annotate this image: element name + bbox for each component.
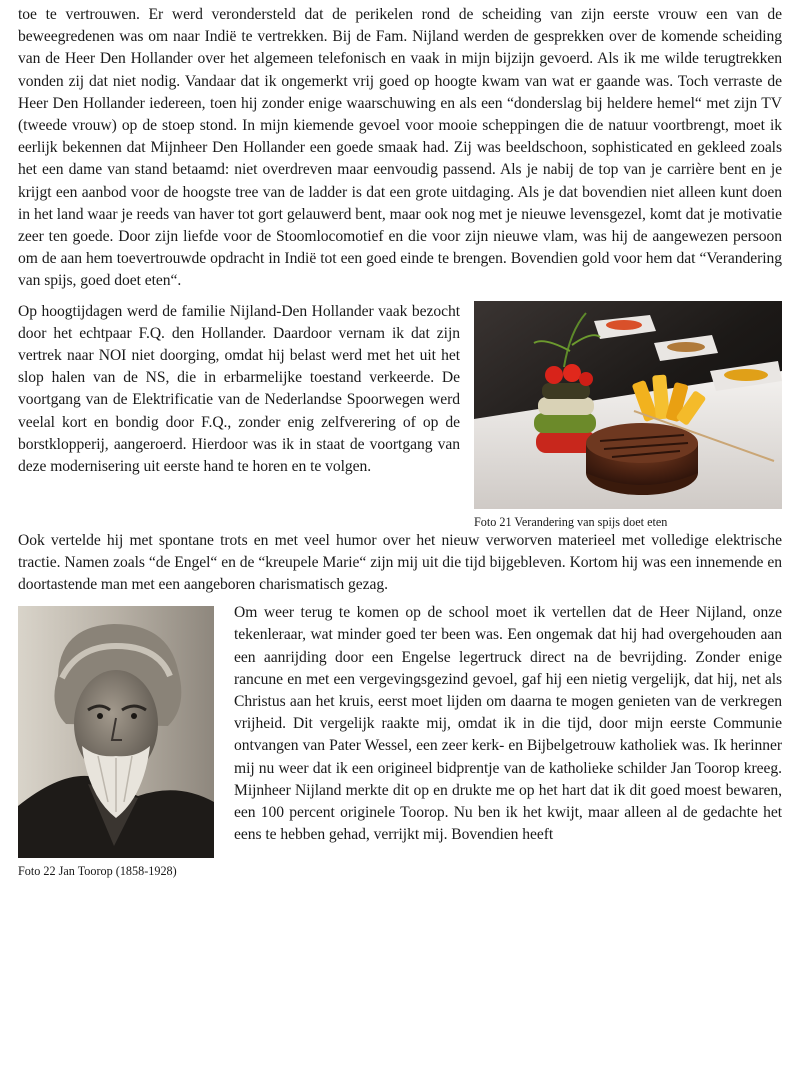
- paragraph-4: Om weer terug te komen op de school moet ik vertellen dat de Heer Nijland, onze tekenleraar, wat minder goed ter been was. Een ongemak dat hij had overgehouden aan een aanrijding door een Engelse legertruck direct na de bevrijding. Zonder enige rancune en met een vergevingsgezind gevoel, gaf hij een nietig vergelijk, dat hij, net als Christus aan het kruis, eerst moet lijden om daarna te mogen genieten van de verkregen vrijheid. Dit vergelijk raakte mij, omdat ik in die tijd, door mijn eerste Communie ontvangen van Pater Wessel, een zeer kerk- en Bijbelgetrouw katholiek was. Ik herinner mij nu weer dat ik een origineel bidprentje van de katholieke schilder Jan Toorop kreeg. Mijnheer Nijland merkte dit op en drukte me op het hart dat ik dit goed moest bewaren, een 100 percent originele Toorop. Nu ben ik het kwijt, maar alleen al de gedachte het eens te hebben gehad, verrijkt mij. Bovendien heeft: [234, 604, 782, 844]
- figure-portrait: [18, 606, 214, 879]
- steak: [586, 423, 698, 495]
- portrait-photo: [18, 606, 214, 858]
- paragraph-2: Op hoogtijdagen werd de familie Nijland-Den Hollander vaak bezocht door het echtpaar F.Q. den Hollander. Daardoor vernam ik dat zijn vertrek naar NOI niet doorging, omdat hij belast werd met het uit het slop halen van de NS, die in erbarmelijke toestand verkeerde. De voortgang van de Elektrificatie van de Nederlandse Spoorwegen werd veelal kort en bondig door F.Q., zonder enig zelfverering of op de borstklopperij, aangeroerd. Hierdoor was ik in staat de voortgang van deze modernisering uit eerste hand te horen en te volgen.: [18, 302, 460, 476]
- paragraph-3: Ook vertelde hij met spontane trots en met veel humor over het nieuw verworven materieel met volledige elektrische tractie. Namen zoals “de Engel“ en de “kreupele Marie“ zijn mij uit die tijd bijgebleven. Kortom hij was een innemende en doortastende man met een aangeboren charismatisch gezag.: [18, 531, 782, 594]
- food-caption: Foto 21 Verandering van spijs doet eten: [474, 514, 668, 529]
- section-portrait: [18, 602, 782, 879]
- portrait-caption: Foto 22 Jan Toorop (1858-1928): [18, 864, 177, 879]
- paragraph-1: toe te vertrouwen. Er werd verondersteld dat de perikelen rond de scheiding van zijn eerste vrouw een van de beweegredenen was om naar Indië te vertrekken. Bij de Fam. Nijland werden de gesprekken over de komende scheiding van de Heer Den Hollander over het algemeen telefonisch en vaak in mijn bijzijn gevoerd. Als ik me wilde terugtrekken vonden zij dat niet nodig. Vandaar dat ik ongemerkt vrij goed op hoogte kwam van wat er gaande was. Toch verraste de Heer Den Hollander iedereen, toen hij zonder enige waarschuwing en als een “donderslag bij heldere hemel“ met zijn TV (tweede vrouw) op de stoep stond. In mijn kiemende gevoel voor mooie scheppingen die de natuur voortbrengt, moet ik eerlijk bekennen dat Mijnheer Den Hollander een goede smaak had. Zij was beeldschoon, sophisticated en gekleed zoals het een dame van stand betaamd: niet overdreven maar eenvoudig passend. Als je nabij de top van je carrière bent en je krijgt een aanbod voor de hoogste tree van de ladder is dat een grote uitdaging. Als je dat bovendien niet alleen kunt doen in het land waar je reeds van haver tot gort gelauwerd bent, maar ook nog met je nieuwe levensgezel, komt dat je motivatie zeer ten goede. Door zijn liefde voor de Stoomlocomotief en die voor zijn nieuwe vlam, was hij de aangewezen persoon om de aan hem toevertrouwde opdracht in Indië tot een goed einde te brengen. Bovendien gold voor hem dat “Verandering van spijs, goed doet eten“.: [18, 6, 782, 290]
- section-food: [18, 301, 782, 530]
- figure-food: [474, 301, 782, 530]
- document-page: [18, 4, 782, 879]
- food-photo: [474, 301, 782, 509]
